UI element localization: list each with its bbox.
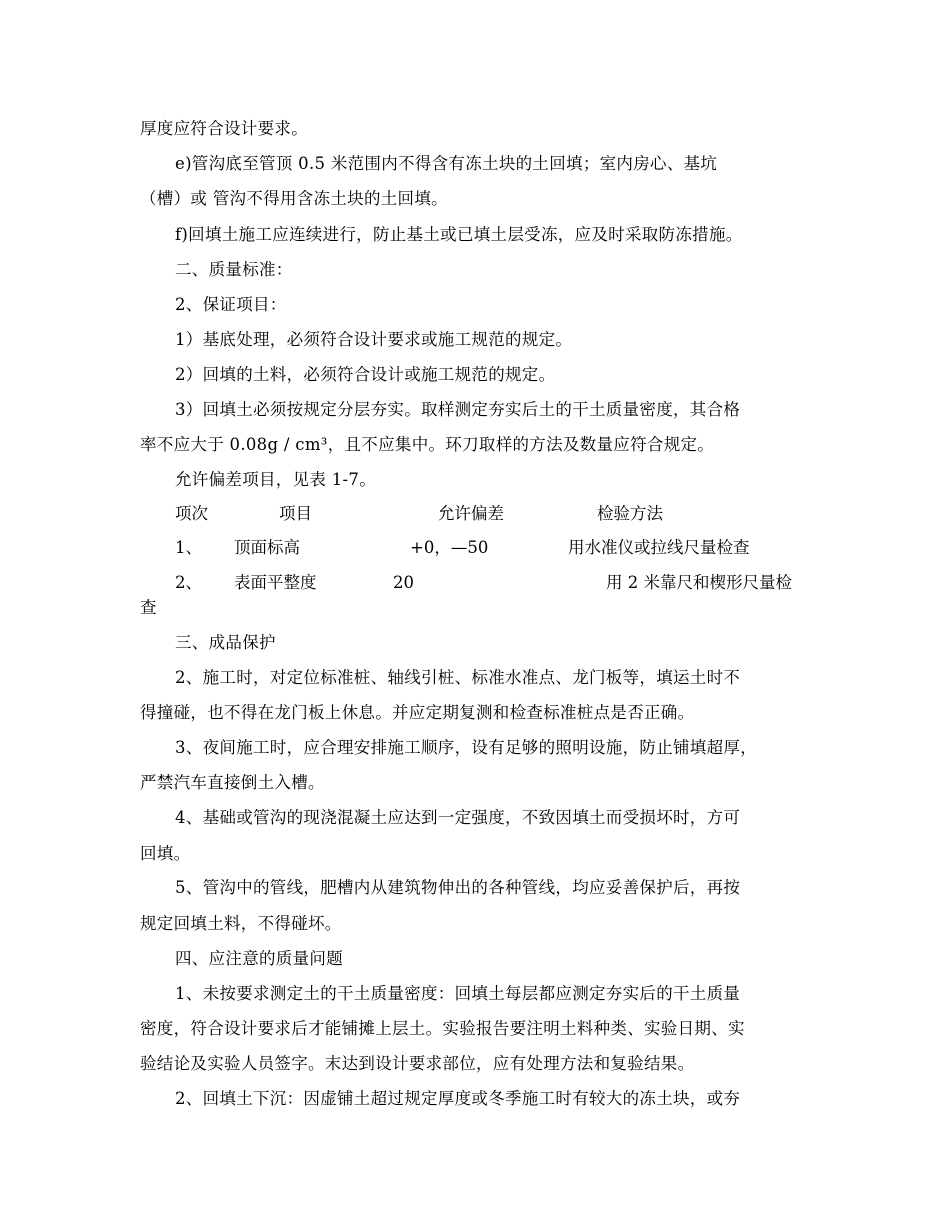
paragraph-line: 规定回填土料，不得碰坏。 [140,914,342,933]
paragraph-line: 密度，符合设计要求后才能铺摊上层土。实验报告要注明土料种类、实验日期、实 [140,1019,745,1038]
table-cell: 用水准仪或拉线尺量检查 [568,538,750,557]
table-cell: 1、 [175,538,202,557]
paragraph-line: f)回填土施工应连续进行，防止基土或已填土层受冻，应及时采取防冻措施。 [175,225,743,244]
paragraph-line: 厚度应符合设计要求。 [140,119,308,138]
paragraph-line: 3、夜间施工时，应合理安排施工顺序，设有足够的照明设施，防止铺填超厚， [175,738,757,757]
paragraph-line: 1、未按要求测定土的干土质量密度：回填土每层都应测定夯实后的干土质量 [175,984,741,1003]
paragraph-line: 验结论及实验人员签字。末达到设计要求部位，应有处理方法和复验结果。 [140,1054,695,1073]
table-header-cell: 项次 [175,504,208,523]
section-heading: 四、应注意的质量问题 [175,949,343,968]
table-header-cell: 允许偏差 [438,504,504,523]
paragraph-line: 允许偏差项目，见表 1-7。 [175,470,377,489]
paragraph-line: 查 [140,598,157,617]
paragraph-line: 2、保证项目： [175,295,287,314]
section-heading: 三、成品保护 [175,633,276,652]
table-cell: 2、 [175,573,202,592]
paragraph-line: 得撞碰，也不得在龙门板上休息。并应定期复测和检查标准桩点是否正确。 [140,703,695,722]
paragraph-line: 率不应大于 0.08g / cm³，且不应集中。环刀取样的方法及数量应符合规定。 [140,435,715,454]
paragraph-line: 4、基础或管沟的现浇混凝土应达到一定强度，不致因填土而受损坏时，方可 [175,808,741,827]
table-cell: +0，—50 [410,538,489,557]
paragraph-line: 2、回填土下沉：因虚铺土超过规定厚度或冬季施工时有较大的冻土块，或夯 [175,1089,741,1108]
table-header-cell: 项目 [279,504,312,523]
paragraph-line: e)管沟底至管顶 0.5 米范围内不得含有冻土块的土回填；室内房心、基坑 [175,154,718,173]
paragraph-line: 2）回填的土料，必须符合设计或施工规范的规定。 [175,365,556,384]
table-cell: 表面平整度 [234,573,317,592]
table-header-cell: 检验方法 [597,504,663,523]
table-cell: 顶面标高 [234,538,300,557]
table-cell: 20 [393,573,414,592]
paragraph-line: （槽）或 管沟不得用含冻土块的土回填。 [140,189,448,208]
paragraph-line: 3）回填土必须按规定分层夯实。取样测定夯实后土的干土质量密度，其合格 [175,400,741,419]
paragraph-line: 5、管沟中的管线，肥槽内从建筑物伸出的各种管线，均应妥善保护后，再按 [175,878,741,897]
section-heading: 二、质量标准： [175,260,293,279]
paragraph-line: 严禁汽车直接倒土入槽。 [140,773,325,792]
paragraph-line: 1）基底处理，必须符合设计要求或施工规范的规定。 [175,330,573,349]
table-cell: 用 2 米靠尺和楔形尺量检 [606,573,792,592]
paragraph-line: 2、施工时，对定位标准桩、轴线引桩、标准水准点、龙门板等，填运土时不 [175,668,741,687]
paragraph-line: 回填。 [140,844,191,863]
